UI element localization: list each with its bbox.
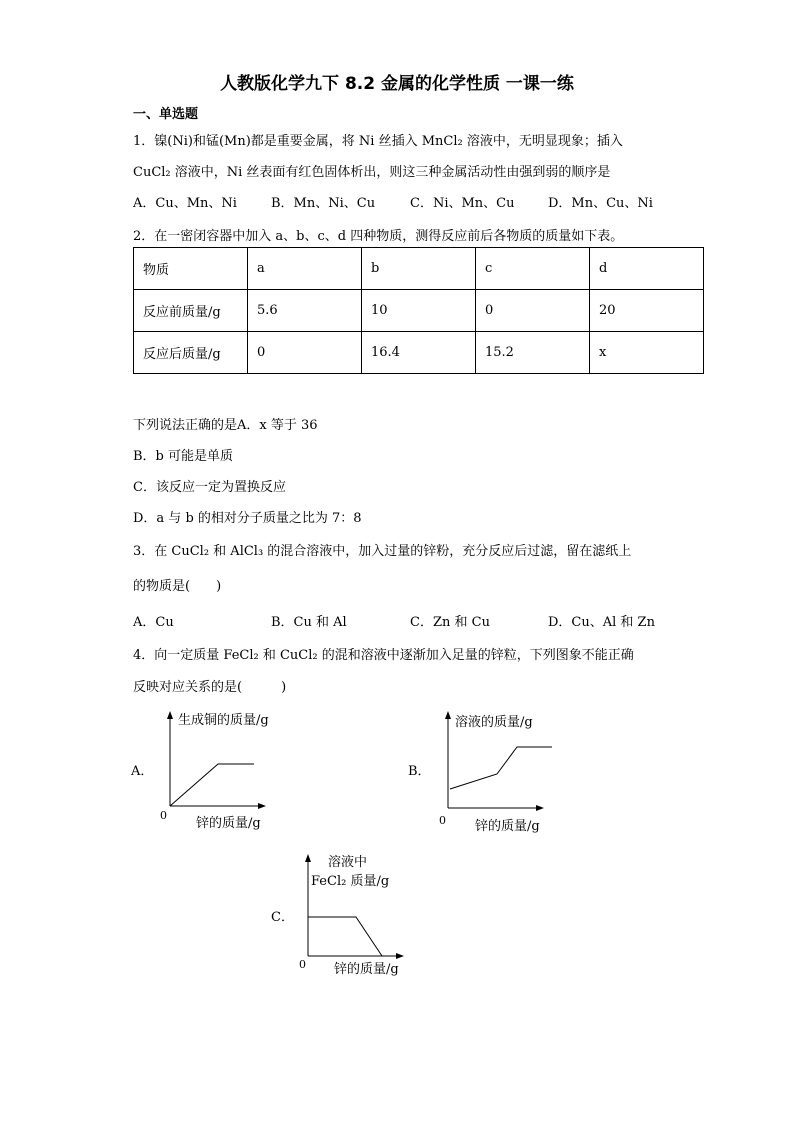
graph-c-ylabel-1: 溶液中 bbox=[328, 855, 368, 870]
graph-b-label: B． bbox=[408, 764, 431, 779]
section-heading: 一、单选题 bbox=[133, 107, 199, 122]
graph-b-origin: 0 bbox=[439, 814, 446, 827]
q2-option-c: C．该反应一定为置换反应 bbox=[133, 480, 286, 495]
q1-option-a: A．Cu、Mn、Ni bbox=[133, 196, 237, 211]
table-cell: d bbox=[590, 248, 704, 290]
table-cell: 物质 bbox=[134, 248, 248, 290]
q3-option-b: B．Cu 和 Al bbox=[271, 615, 347, 630]
graph-c-label: C． bbox=[271, 910, 294, 925]
graph-c bbox=[268, 852, 428, 982]
graph-a-origin: 0 bbox=[160, 809, 167, 822]
table-cell: 反应后质量/g bbox=[134, 332, 248, 374]
q1-line2: CuCl₂ 溶液中，Ni 丝表面有红色固体析出，则这三种金属活动性由强到弱的顺序是 bbox=[133, 165, 611, 180]
table-cell: b bbox=[362, 248, 476, 290]
table-cell: 0 bbox=[248, 332, 362, 374]
table-cell: 15.2 bbox=[476, 332, 590, 374]
graph-a-xlabel: 锌的质量/g bbox=[196, 816, 261, 831]
graph-a-curve bbox=[170, 764, 254, 806]
graph-c-ylabel-2: FeCl₂ 质量/g bbox=[311, 874, 390, 889]
page-title: 人教版化学九下 8.2 金属的化学性质 一课一练 bbox=[220, 74, 574, 94]
q3-option-a: A．Cu bbox=[133, 615, 174, 630]
graph-a-label: A． bbox=[131, 764, 154, 779]
graph-c-xlabel: 锌的质量/g bbox=[334, 962, 399, 977]
table-cell: c bbox=[476, 248, 590, 290]
q3-option-d: D．Cu、Al 和 Zn bbox=[548, 615, 655, 630]
q3-line2: 的物质是( ) bbox=[133, 579, 222, 594]
q3-option-c: C．Zn 和 Cu bbox=[410, 615, 490, 630]
table-cell: 16.4 bbox=[362, 332, 476, 374]
graph-c-curve bbox=[308, 917, 382, 956]
q4-line2: 反映对应关系的是( ) bbox=[133, 680, 287, 695]
q2-option-d: D．a 与 b 的相对分子质量之比为 7：8 bbox=[133, 511, 362, 526]
table-cell: a bbox=[248, 248, 362, 290]
q1-option-d: D．Mn、Cu、Ni bbox=[548, 196, 653, 211]
q2-option-a: A．x 等于 36 bbox=[237, 418, 318, 433]
q4-line1: 4．向一定质量 FeCl₂ 和 CuCl₂ 的混和溶液中逐渐加入足量的锌粒，下列图象不能正确 bbox=[133, 648, 634, 663]
table-cell: 0 bbox=[476, 290, 590, 332]
graph-b-curve bbox=[450, 747, 552, 789]
q2-stem-line bbox=[133, 414, 318, 433]
table-row bbox=[134, 332, 704, 374]
mass-table bbox=[133, 247, 704, 374]
q1-option-c: C．Ni、Mn、Cu bbox=[410, 196, 515, 211]
table-row bbox=[134, 290, 704, 332]
table-cell: x bbox=[590, 332, 704, 374]
q1-line1: 1．镍(Ni)和锰(Mn)都是重要金属，将 Ni 丝插入 MnCl₂ 溶液中，无明显现象；插入 bbox=[133, 134, 623, 149]
graph-c-origin: 0 bbox=[299, 958, 306, 971]
table-cell: 5.6 bbox=[248, 290, 362, 332]
table-cell: 20 bbox=[590, 290, 704, 332]
q2-stem: 下列说法正确的是 bbox=[133, 418, 238, 433]
graph-a-ylabel: 生成铜的质量/g bbox=[178, 713, 269, 728]
q3-line1: 3．在 CuCl₂ 和 AlCl₃ 的混合溶液中，加入过量的锌粉，充分反应后过滤，留在滤纸上 bbox=[133, 544, 632, 559]
table-cell: 反应前质量/g bbox=[134, 290, 248, 332]
q1-option-b: B．Mn、Ni、Cu bbox=[271, 196, 376, 211]
graph-b-ylabel: 溶液的质量/g bbox=[455, 715, 533, 730]
graph-b bbox=[407, 707, 567, 837]
table-header-row bbox=[134, 248, 704, 290]
table-cell: 10 bbox=[362, 290, 476, 332]
q2-option-b: B．b 可能是单质 bbox=[133, 449, 234, 464]
q2-line1: 2．在一密闭容器中加入 a、b、c、d 四种物质，测得反应前后各物质的质量如下表。 bbox=[133, 229, 624, 244]
graph-a bbox=[130, 705, 290, 835]
graph-b-xlabel: 锌的质量/g bbox=[475, 819, 540, 834]
